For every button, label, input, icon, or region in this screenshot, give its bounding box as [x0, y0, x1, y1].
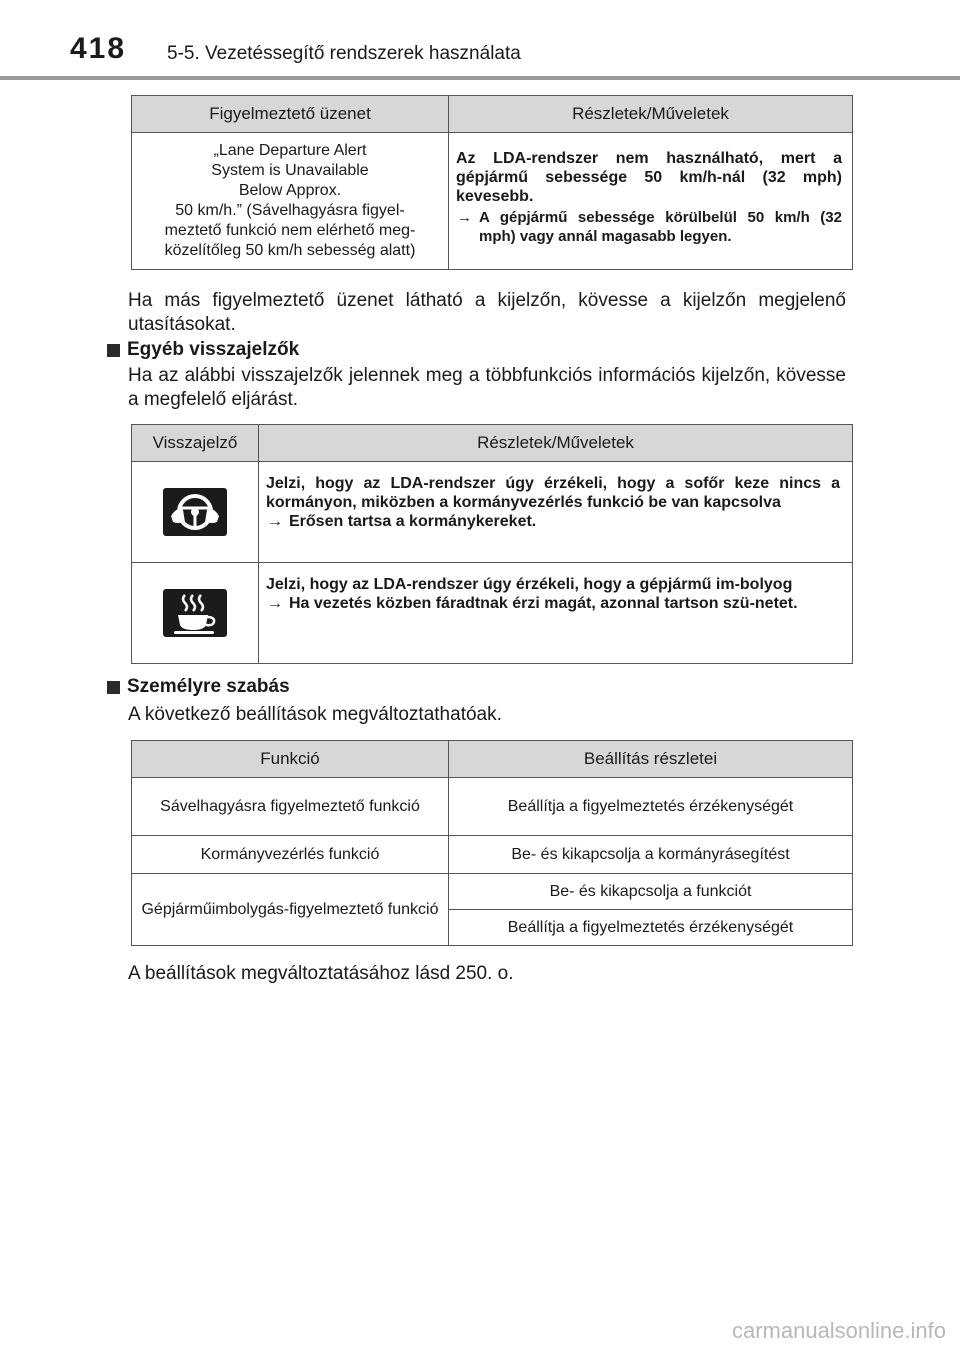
customization-intro-paragraph: A következő beállítások megváltoztathatóak.: [128, 704, 502, 725]
steering-wheel-hands-icon: [163, 488, 227, 536]
detail-text: Az LDA-rendszer nem használható, mert a gépjármű sebessége 50 km/h-nál (32 mph) kevesebb.: [456, 150, 842, 205]
detail-text: Jelzi, hogy az LDA-rendszer úgy érzékeli, hogy a gépjármű im-bolyog: [266, 576, 793, 593]
page-number: 418: [70, 32, 127, 65]
section-heading-indicators: [107, 339, 299, 361]
setting-cell: Be- és kikapcsolja a kormányrásegítést: [449, 836, 853, 874]
chapter-title: 5-5. Vezetéssegítő rendszerek használata: [167, 43, 521, 64]
indicator-icon-cell: [132, 462, 259, 563]
watermark: carmanualsonline.info: [731, 1318, 946, 1343]
indicator-icon-cell: [132, 563, 259, 664]
column-header: Funkció: [132, 741, 449, 778]
detail-text: Jelzi, hogy az LDA-rendszer úgy érzékeli, hogy a sofőr keze nincs a kormányon, miközben a kormányvezérlés funkció be van kapcsolva: [266, 475, 840, 511]
table-row: [132, 133, 853, 270]
footer-note: A beállítások megváltoztatásához lásd 250. o.: [128, 963, 514, 984]
settings-table: [131, 740, 853, 946]
setting-cell: Beállítja a figyelmeztetés érzékenységét: [449, 778, 853, 836]
column-header: Részletek/Műveletek: [259, 425, 853, 462]
section-title: Egyéb visszajelzők: [127, 339, 300, 360]
column-header: Visszajelző: [132, 425, 259, 462]
action-text: A gépjármű sebessége körülbelül 50 km/h (32 mph) vagy annál magasabb legyen.: [479, 209, 842, 245]
square-bullet-icon: [107, 681, 120, 694]
table-row: [132, 563, 853, 664]
function-cell: Sávelhagyásra figyelmeztető funkció: [132, 778, 449, 836]
coffee-cup-icon: [163, 589, 227, 637]
action-text: Erősen tartsa a kormánykereket.: [289, 513, 537, 530]
details-cell: [259, 563, 853, 664]
section-title: Személyre szabás: [127, 676, 290, 697]
message-line: közelítőleg 50 km/h sebesség alatt): [164, 242, 416, 259]
table-header-row: [132, 741, 853, 778]
message-line: 50 km/h.” (Sávelhagyásra figyel-: [175, 202, 405, 219]
table-header-row: [132, 96, 853, 133]
message-line: Below Approx.: [238, 182, 342, 199]
function-cell: Kormányvezérlés funkció: [132, 836, 449, 874]
action-line: [266, 594, 840, 613]
indicators-intro-paragraph: Ha az alábbi visszajelzők jelennek meg a többfunkciós információs kijelzőn, kövesse a megfelelő eljárást.: [128, 365, 846, 410]
message-line: „Lane Departure Alert: [213, 142, 367, 159]
table-row: [132, 874, 853, 910]
setting-cell: Beállítja a figyelmeztetés érzékenységét: [449, 910, 853, 946]
warning-message-table: [131, 95, 853, 270]
table-row: [132, 778, 853, 836]
section-heading-customization: [107, 676, 290, 698]
page-header: [0, 0, 960, 80]
other-messages-paragraph: Ha más figyelmeztető üzenet látható a kijelzőn, kövesse a kijelzőn megjelenő utasításokat.: [128, 290, 846, 335]
arrow-icon: →: [267, 513, 283, 530]
warning-message-cell: [132, 133, 449, 270]
column-header: Részletek/Műveletek: [449, 96, 853, 133]
column-header: Beállítás részletei: [449, 741, 853, 778]
arrow-icon: →: [457, 209, 472, 226]
action-text: Ha vezetés közben fáradtnak érzi magát, azonnal tartson szü-netet.: [289, 595, 798, 612]
square-bullet-icon: [107, 344, 120, 357]
indicator-table: [131, 424, 853, 664]
details-cell: [449, 133, 853, 270]
function-cell: Gépjárműimbolygás-figyelmeztető funkció: [132, 874, 449, 946]
action-line: [266, 512, 840, 531]
message-line: meztető funkció nem elérhető meg-: [164, 222, 416, 239]
action-line: [456, 208, 842, 246]
table-row: [132, 836, 853, 874]
table-row: [132, 462, 853, 563]
column-header: Figyelmeztető üzenet: [132, 96, 449, 133]
details-cell: [259, 462, 853, 563]
message-line: System is Unavailable: [211, 162, 369, 179]
setting-cell: Be- és kikapcsolja a funkciót: [449, 874, 853, 910]
table-header-row: [132, 425, 853, 462]
arrow-icon: →: [267, 595, 283, 612]
header-divider: [0, 76, 960, 80]
